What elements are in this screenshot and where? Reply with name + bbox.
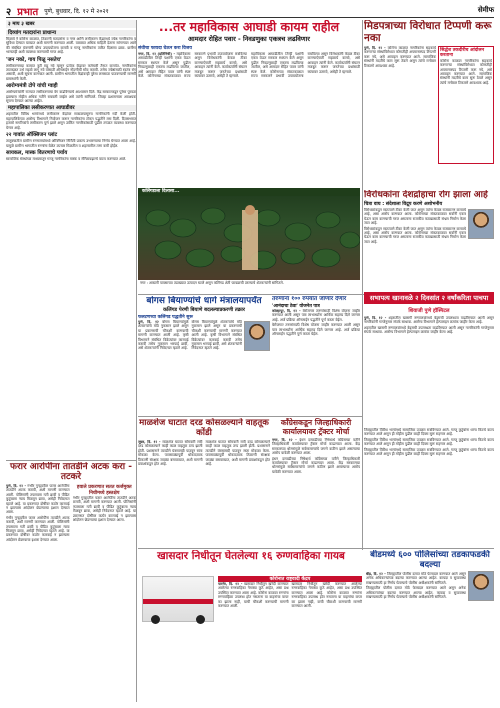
bogus-subhead: कलिंगड पेरणी बियाणे बदलल्याप्रकरणी तक्रार	[163, 307, 245, 313]
right-top-story	[364, 20, 494, 180]
viro-headline: विरोधकांना देशद्रोहाचा रोग झाला आहे	[364, 190, 488, 200]
left-headline-1: दिव्यांग मतदारांना प्राधान्य	[6, 30, 136, 36]
police-transfer-headline: बीडमध्ये ६०० पोलिसांच्या तडकाफडकी बदल्या	[370, 550, 490, 570]
row-divider	[6, 460, 136, 461]
absconding-headline: फरार आरोपींना तातडीने अटक करा - तटकरे	[10, 462, 132, 482]
section-name: सेमीफ	[477, 6, 494, 14]
right-top-box	[438, 46, 494, 164]
page-number: २	[6, 6, 12, 18]
ambulance-body: पारनेर, दि. १२ - खासदार निधीतून खरेदी करण्यात आलेल्या रुग्णवाहिका नेमक्या कुठे आहेत, असा प्रश्न उपस्थित करण्यात आला आहे. कोरोना काळात रुग्णांना रुग्णवाहिका उपलब्ध होत नसताना या वाहनांचा वापर का झाला नाही, याची चौकशी करण्याची मागणी करण्यात आली. खासदार निधीतून खरेदी करण्यात आलेल्या रुग्णवाहिका नेमक्या कुठे आहेत, असा प्रश्न उपस्थित करण्यात आला आहे. कोरोना काळात रुग्णांना रुग्णवाहिका उपलब्ध होत नसताना या वाहनांचा वापर का झाला नाही, याची चौकशी करण्याची मागणी करण्यात आली.	[218, 582, 362, 609]
masthead	[6, 4, 494, 18]
left-headline-6: सायकल, मास्क वितरणाचे पर्याय	[6, 149, 68, 156]
police-transfer-story	[366, 550, 494, 702]
police-transfer-body: बीड, दि. १२ - जिल्ह्यातील पोलीस दलात मोठे फेरबदल करण्यात आले असून अनेक अधिकाऱ्यांच्या बदल्या करण्यात आल्या आहेत. कायदा व सुव्यवस्था राखण्यासाठी हा निर्णय घेतल्याचे पोलीस अधीक्षकांनी सांगितले. जिल्ह्यातील पोलीस दलात मोठे फेरबदल करण्यात आले असून अनेक अधिकाऱ्यांच्या बदल्या करण्यात आल्या आहेत. कायदा व सुव्यवस्था राखण्यासाठी हा निर्णय घेतल्याचे पोलीस अधीक्षकांनी सांगितले.	[366, 572, 466, 600]
hospital-subhead: शिवाजी पुणे हॉस्पिटल	[408, 308, 450, 314]
lead-headline: ...तर महाविकास आघाडी कायम राहील	[158, 20, 340, 34]
ambulance-kicker: कोरोनात राष्ट्रवादी केंद्रप	[218, 576, 362, 582]
left-text-4: शहरातील विविध भागांमध्ये लसीकरण केंद्रांवर सकाळपासूनच नागरिकांनी गर्दी केली होती. महापालिकेच्या आरोग्य विभागाने नियोजन करून नागरिकांना टोकन पद्धतीने लस दिली. दिवसभरात हजारो नागरिकांचे लसीकरण पूर्ण झाले असून उर्वरित नागरिकांसाठी पुढील टप्प्यात व्यवस्था करण्यात येणार आहे.	[6, 112, 136, 130]
bogus-headline: बोगस बियाण्यांचे धागे मंत्रालयापर्यंत	[146, 296, 262, 306]
row-divider	[138, 548, 494, 549]
left-text-1: मिळावे ने कोरोना काळात, ठिकाणी मतदारांना व नगर आणि लसीकरण केंद्रामध्ये ज्येष्ठ नागरिकांना व सुविधा देण्यात याव्यात अशी मागणी करण्यात आली. याबाबत अधिक माहिती देताना सांगण्यात आले की संबंधित यंत्रणांनी योग्य उपाययोजना करावी व गरजू नागरिकांना त्वरित दिलासा द्यावा. ग्रामीण भागातही अशी व्यवस्था करण्याची गरज आहे.	[6, 37, 136, 55]
left-column	[6, 20, 136, 460]
absconding-kicker: हवाले प्रकरणात सतत कर्जमुक्त निधीमध्ये हस्तक्षेप	[76, 485, 132, 496]
hospital-headline-box: सभापत्य खानावळे २ दिवसांत २ वर्षांकरिता पाचपा	[364, 292, 494, 304]
landslide-headline: माळशेज घाटात दरड कोसळल्याने वाहतूक कोंडी	[139, 418, 269, 438]
row-divider	[138, 416, 362, 417]
left-text-5: तालुक्यातील ग्रामीण रुग्णालयांमध्ये ऑक्सिजन निर्मिती प्रकल्प उभारण्याचा निर्णय घेण्यात आला आहे. यामुळे ग्रामीण भागातील रुग्णांना वेळेत उपचार मिळतील व शहरावरील ताण कमी होईल.	[6, 139, 136, 148]
photo-band-label: कलिंगडाला दिलासा...	[138, 188, 360, 196]
portrait-photo	[244, 321, 270, 351]
landslide-body: जुन्नर, दि. १२ - माळशेज घाटात सोमवारी रात्री दरड कोसळल्याने काही काळ वाहतूक ठप्प झाली होती. प्रशासनाने तातडीने यंत्रसामग्री पाठवून रस्ता मोकळा केला. पावसाळ्यापूर्वी धोकादायक ठिकाणी संरक्षक जाळ्या बसवाव्यात, अशी मागणी प्रवाशांकडून होत आहे. माळशेज घाटात सोमवारी रात्री दरड कोसळल्याने काही काळ वाहतूक ठप्प झाली होती. प्रशासनाने तातडीने यंत्रसामग्री पाठवून रस्ता मोकळा केला. पावसाळ्यापूर्वी धोकादायक ठिकाणी संरक्षक जाळ्या बसवाव्यात, अशी मागणी प्रवाशांकडून होत आहे.	[138, 440, 270, 467]
ambulance-story	[138, 550, 364, 702]
ambulance-headline: खासदार निधीतून घेतलेल्या १६ रुग्णवाहिका गायब	[157, 550, 345, 562]
tractor-march-body: नगर, दि. १२ - इंधन दरवाढीच्या निषेधार्थ काँग्रेसच्या वतीने जिल्हाधिकारी कार्यालयावर ट्रॅक्टर मोर्चा काढण्यात आला. केंद्र सरकारच्या धोरणांमुळे सर्वसामान्यांचे जगणे कठीण झाले असल्याचा आरोप यावेळी करण्यात आला. इंधन दरवाढीच्या निषेधार्थ काँग्रेसच्या वतीने जिल्हाधिकारी कार्यालयावर ट्रॅक्टर मोर्चा काढण्यात आला. केंद्र सरकारच्या धोरणांमुळे सर्वसामान्यांचे जगणे कठीण झाले असल्याचा आरोप यावेळी करण्यात आला.	[272, 438, 360, 474]
left-headline-2: 'जन नको, गाय पिळू नसतेच'	[6, 56, 62, 63]
hospital-body: पुणे, दि. १२ - शहरातील खासगी रुग्णालयांमध्ये बेड्सची उपलब्धता वाढविण्यात आली असून नागरिकांनी गरजेनुसार संपर्क साधावा. आरोग्य विभागाने हेल्पलाइन क्रमांक जाहीर केला आहे. शहरातील खासगी रुग्णालयांमध्ये बेड्सची उपलब्धता वाढविण्यात आली असून नागरिकांनी गरजेनुसार संपर्क साधावा. आरोग्य विभागाने हेल्पलाइन क्रमांक जाहीर केला आहे.	[364, 316, 494, 335]
left-headline-4: महापालिका लसीकरणात आघाडीवर	[6, 105, 136, 111]
youth-scheme-story	[272, 296, 360, 416]
relief-story	[364, 428, 494, 546]
absconding-body-2: गंभीर गुन्ह्यातील फरार आरोपींना तातडीने अटक करावी, अशी मागणी करण्यात आली. पोलिसांनी तपासाला गती द्यावी व पीडित कुटुंबाला न्याय मिळवून द्यावा, असेही निवेदनात म्हटले आहे. या प्रकरणात दोषींवर कठोर कारवाई न झाल्यास आंदोलन छेडण्याचा इशारा देण्यात आला.	[72, 496, 136, 523]
left-text-3: आरोग्यमंत्र्यांनी राज्यात लसीकरणाचा वेग वाढविण्याचे आश्वासन दिले. केंद्र सरकारकडून पुरेसा पुरवठा झाल्यास मोहीम अधिक गतीने राबवली जाईल असे त्यांनी सांगितले. जिल्हा प्रशासनाला आवश्यक सूचना देण्यात आल्या आहेत.	[6, 90, 136, 104]
tractor-march-story	[272, 418, 360, 548]
right-top-box-text: कोरोना काळात नागरिकांना सहकार्य करणाऱ्या संस्थांविरोधात कोणतीही अपमानास्पद टिप्पणी करू नये, असे आवाहन करण्यात आले. सामाजिक संस्थांनी मदतीचे काम सुरू ठेवले असून त्यांचे मनोबल टिकवणे आवश्यक आहे.	[440, 58, 492, 85]
ambulance-photo	[142, 576, 214, 622]
viro-subhead: चित्रा वाघ : संदेशाला विद्रूप करणे अशोभनीय	[364, 202, 443, 207]
left-headline-3: आरोग्यमंत्री टोपे यांची ग्वाही	[6, 83, 58, 90]
absconding-body: पुणे, दि. १२ - गंभीर गुन्ह्यातील फरार आरोपींना तातडीने अटक करावी, अशी मागणी करण्यात आली. पोलिसांनी तपासाला गती द्यावी व पीडित कुटुंबाला न्याय मिळवून द्यावा, असेही निवेदनात म्हटले आहे. या प्रकरणात दोषींवर कठोर कारवाई न झाल्यास आंदोलन छेडण्याचा इशारा देण्यात आला. गंभीर गुन्ह्यातील फरार आरोपींना तातडीने अटक करावी, अशी मागणी करण्यात आली. पोलिसांनी तपासाला गती द्यावी व पीडित कुटुंबाला न्याय मिळवून द्यावा, असेही निवेदनात म्हटले आहे. या प्रकरणात दोषींवर कठोर कारवाई न झाल्यास आंदोलन छेडण्याचा इशारा देण्यात आला.	[6, 484, 70, 542]
right-top-body: पुणे, दि. १२ - कोरोना काळात नागरिकांना सहकार्य करणाऱ्या संस्थांविरोधात कोणतीही अपमानास्पद टिप्पणी करू नये, असे आवाहन करण्यात आले. सामाजिक संस्थांनी मदतीचे काम सुरू ठेवले असून त्यांचे मनोबल टिकवणे आवश्यक आहे.	[364, 46, 436, 68]
lead-subhead: आमदार रोहित पवार - निवडणुका एकत्रच लढविणार	[188, 35, 310, 43]
lead-body: नगर, दि. १२ (प्रतिनिधी) - महाविकास आघाडीतील तिन्ही पक्षांनी एकत्र येऊन सरकार स्थापन केले असून पुढील निवडणुकाही एकत्रच लढविल्या जातील, असे आमदार रोहित पवार यांनी स्पष्ट केले. कोरोनाच्या संकटकाळात राज्य सरकारने प्रभावी उपाययोजना राबविल्या असून विरोधकांनी केवळ टीका करण्याऐवजी सहकार्य करावे, असे आवाहन त्यांनी केले. कार्यकर्त्यांनी संघटन मजबूत करून जनतेच्या प्रश्नांसाठी रस्त्यावर उतरावे, असेही ते म्हणाले. महाविकास आघाडीतील तिन्ही पक्षांनी एकत्र येऊन सरकार स्थापन केले असून पुढील निवडणुकाही एकत्रच लढविल्या जातील, असे आमदार रोहित पवार यांनी स्पष्ट केले. कोरोनाच्या संकटकाळात राज्य सरकारने प्रभावी उपाययोजना राबविल्या असून विरोधकांनी केवळ टीका करण्याऐवजी सहकार्य करावे, असे आवाहन त्यांनी केले. कार्यकर्त्यांनी संघटन मजबूत करून जनतेच्या प्रश्नांसाठी रस्त्यावर उतरावे, असेही ते म्हणाले.	[138, 52, 360, 79]
right-top-box-title: सिद्धेश तकदीरीच आंदोलन करताना	[440, 48, 485, 59]
youth-scheme-headline: तरुणांना १०० रुपयात जाणार देणार	[272, 296, 347, 302]
viro-body: विरोधकांकडून सातत्याने टीका केली जात असून त्यांना केवळ राजकारण करायचे आहे, असा आरोप करण्यात आला. कोरोनाच्या संकटकाळात सर्वांनी एकत्र येऊन काम करण्याची गरज असताना राजकीय फायद्यासाठी संभ्रम निर्माण केला जात आहे. विरोधकांकडून सातत्याने टीका केली जात असून त्यांना केवळ राजकारण करायचे आहे, असा आरोप करण्यात आला. कोरोनाच्या संकटकाळात सर्वांनी एकत्र येऊन काम करण्याची गरज असताना राजकीय फायद्यासाठी संभ्रम निर्माण केला जात आहे.	[364, 208, 466, 244]
watermelon-heap-image	[138, 188, 360, 280]
portrait-photo	[468, 209, 494, 239]
bogus-seeds-story	[138, 296, 270, 416]
photo-caption: नगर : अकाली पावसाच्या तडाख्यात उत्पादन घटले असून कलिंगड शेती फायद्याची ठरल्याचे शेतकऱ्यांनी सांगितले.	[140, 281, 284, 285]
youth-scheme-body: कोल्हापूर, दि. १२ - बेरोजगार तरुणांसाठी विशेष योजना जाहीर करण्यात आली असून पात्र लाभार्थ्यांना आर्थिक सहाय्य दिले जाणार आहे. अर्ज प्रक्रिया ऑनलाईन पद्धतीने पूर्ण करता येईल. बेरोजगार तरुणांसाठी विशेष योजना जाहीर करण्यात आली असून पात्र लाभार्थ्यांना आर्थिक सहाय्य दिले जाणार आहे. अर्ज प्रक्रिया ऑनलाईन पद्धतीने पूर्ण करता येईल.	[272, 309, 360, 337]
left-text-6: सामाजिक संस्थांच्या माध्यमातून गरजू नागरिकांना मास्क व सॅनिटायझरचे वाटप करण्यात आले.	[6, 156, 127, 161]
bogus-body: पुणे, दि. १२ बोगस बियाण्यांमुळे शेतकऱ्यांचे मोठे नुकसान झाले असून या प्रकरणाची चौकशी करण्याची मागणी करण्यात आली आहे. कृषी विभागाने संबंधित विक्रेत्यांवर कारवाई करावी तसेच नुकसान भरपाई द्यावी, असे शेतकऱ्यांनी निवेदनात म्हटले आहे. बोगस बियाण्यांमुळे शेतकऱ्यांचे मोठे नुकसान झाले असून या प्रकरणाची चौकशी करण्याची मागणी करण्यात आली आहे. कृषी विभागाने संबंधित विक्रेत्यांवर कारवाई करावी तसेच नुकसान भरपाई द्यावी, असे शेतकऱ्यांनी निवेदनात म्हटले आहे.	[138, 320, 242, 351]
youth-scheme-subhead: 'आनंदाचा ठेवा' योजनेत पात्र	[272, 304, 320, 309]
brand-logo: प्रभात	[17, 6, 39, 18]
column-divider	[362, 20, 363, 550]
issue-date: पुणे, बुधवार, दि. १२ मे २०२१	[44, 7, 109, 15]
left-headline-5: २२ गावांत ऑक्सिजन प्लांट	[6, 132, 58, 139]
hospital-story	[364, 292, 494, 426]
portrait-photo	[468, 571, 494, 601]
viro-story	[364, 190, 494, 290]
right-top-headline: मिडपत्राच्या विरोधात टिप्पणी करू नका	[364, 20, 492, 44]
landslide-story	[138, 418, 270, 548]
farm-photo	[138, 188, 360, 280]
bogus-kicker: फलटणच्या कलिंगड पद्धतीने सुरू	[138, 315, 193, 320]
left-topbar: ३ माय ३ खबर	[6, 20, 136, 28]
left-text-2: लसीकरणाच्या कामात त्रुटी राहू नये म्हणून प्रत्येक केंद्रावर कर्मचारी तैनात करावेत. नागरिकांना ताटकळत उभे राहावे लागू नये यासाठी ऑनलाईन नोंदणीची सोय करावी. तसेच ज्येष्ठांसाठी स्वतंत्र रांग असावी, अशी सूचना करण्यात आली. ग्रामीण भागातील केंद्रांवरही पुरेसा लससाठा पाठवण्याची मागणी ग्रामस्थांनी केली.	[6, 63, 136, 81]
column-divider	[136, 20, 137, 702]
absconding-accused-story	[6, 462, 136, 702]
tractor-march-headline: काँग्रेसकडून जिल्हाधिकारी कार्यालयावर ट्रॅक्टर मोर्चा	[280, 418, 352, 436]
lead-kicker: संधीचा फायदा घेऊन करा विजय	[138, 46, 192, 51]
relief-body: जिल्ह्यातील विविध भागांमध्ये सामाजिक उपक्रम राबविण्यात आले. गरजू कुटुंबांना धान्य किटचे वाटप करण्यात आले असून ही मोहीम पुढील काही दिवस सुरू राहणार आहे. जिल्ह्यातील विविध भागांमध्ये सामाजिक उपक्रम राबविण्यात आले. गरजू कुटुंबांना धान्य किटचे वाटप करण्यात आले असून ही मोहीम पुढील काही दिवस सुरू राहणार आहे. जिल्ह्यातील विविध भागांमध्ये सामाजिक उपक्रम राबविण्यात आले. गरजू कुटुंबांना धान्य किटचे वाटप करण्यात आले असून ही मोहीम पुढील काही दिवस सुरू राहणार आहे.	[364, 428, 494, 457]
